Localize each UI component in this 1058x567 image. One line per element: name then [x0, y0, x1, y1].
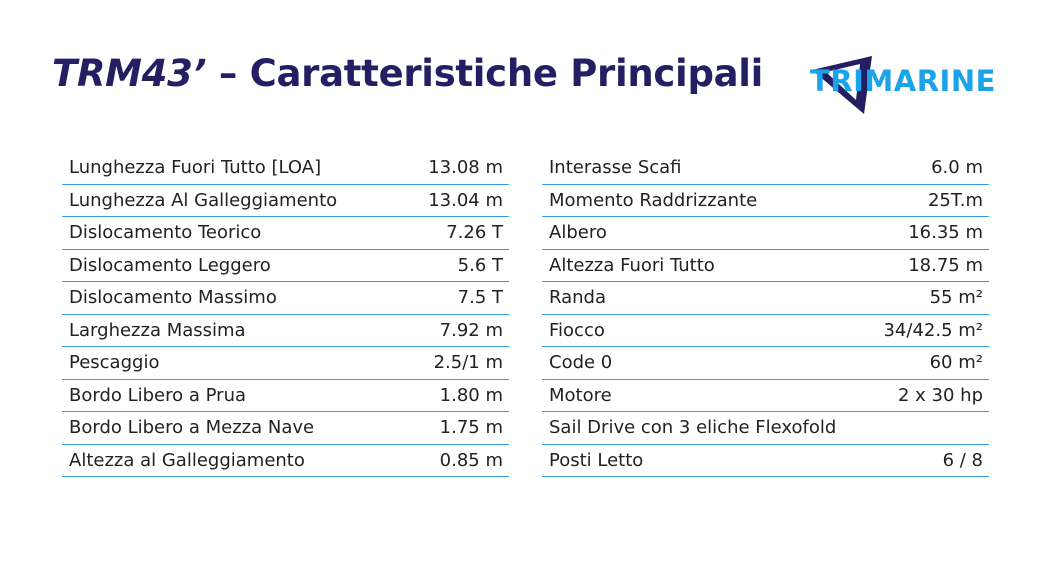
spec-value: 60 m² [929, 352, 983, 374]
logo-brand-text: TRIMARINE [810, 64, 996, 98]
page-title [52, 52, 763, 95]
spec-label: Larghezza Massima [69, 319, 246, 341]
spec-row [62, 445, 509, 478]
spec-value: 18.75 m [908, 254, 983, 276]
spec-value: 7.92 m [439, 319, 503, 341]
spec-value: 25T.m [927, 189, 983, 211]
spec-label: Altezza al Galleggiamento [69, 449, 305, 471]
spec-value: 7.26 T [446, 222, 503, 244]
spec-label: Posti Letto [549, 449, 644, 471]
spec-row [62, 250, 509, 283]
spec-label: Dislocamento Teorico [69, 222, 262, 244]
spec-row [62, 380, 509, 413]
spec-value: 16.35 m [908, 222, 983, 244]
spec-value: 55 m² [929, 287, 983, 309]
spec-value: 6 / 8 [942, 449, 983, 471]
spec-value: 1.80 m [439, 384, 503, 406]
spec-label: Interasse Scafi [549, 157, 682, 179]
spec-row [62, 185, 509, 218]
spec-row [542, 315, 989, 348]
spec-row [62, 282, 509, 315]
specs-table-left [62, 152, 509, 477]
trimarine-logo [808, 56, 1008, 114]
spec-label: Pescaggio [69, 352, 160, 374]
spec-label: Randa [549, 287, 607, 309]
spec-label: Motore [549, 384, 612, 406]
model-name: TRM43’ [52, 52, 207, 95]
specs-table-right [542, 152, 989, 477]
spec-value: 7.5 T [457, 287, 503, 309]
spec-row [542, 185, 989, 218]
spec-label: Bordo Libero a Mezza Nave [69, 417, 315, 439]
spec-value: 2.5/1 m [433, 352, 503, 374]
spec-value: 0.85 m [439, 449, 503, 471]
spec-row [62, 412, 509, 445]
spec-row [62, 152, 509, 185]
spec-row [542, 347, 989, 380]
spec-row [542, 412, 989, 445]
spec-label: Albero [549, 222, 607, 244]
spec-row [62, 315, 509, 348]
spec-label: Dislocamento Massimo [69, 287, 277, 309]
spec-label: Altezza Fuori Tutto [549, 254, 715, 276]
spec-label: Bordo Libero a Prua [69, 384, 247, 406]
spec-value: 13.04 m [428, 189, 503, 211]
spec-row [62, 217, 509, 250]
spec-label: Momento Raddrizzante [549, 189, 758, 211]
spec-label: Code 0 [549, 352, 613, 374]
spec-value: 5.6 T [457, 254, 503, 276]
spec-value: 34/42.5 m² [883, 319, 983, 341]
spec-row [542, 152, 989, 185]
spec-row [542, 380, 989, 413]
spec-row [62, 347, 509, 380]
spec-row [542, 217, 989, 250]
spec-value: 13.08 m [428, 157, 503, 179]
spec-label: Sail Drive con 3 eliche Flexofold [549, 417, 837, 439]
spec-row [542, 282, 989, 315]
spec-label: Lunghezza Fuori Tutto [LOA] [69, 157, 322, 179]
spec-label: Dislocamento Leggero [69, 254, 271, 276]
spec-row [542, 250, 989, 283]
spec-label: Fiocco [549, 319, 605, 341]
title-text: – Caratteristiche Principali [206, 52, 764, 95]
spec-value: 1.75 m [439, 417, 503, 439]
spec-value: 6.0 m [931, 157, 983, 179]
spec-value: 2 x 30 hp [897, 384, 983, 406]
spec-row [542, 445, 989, 478]
spec-label: Lunghezza Al Galleggiamento [69, 189, 338, 211]
